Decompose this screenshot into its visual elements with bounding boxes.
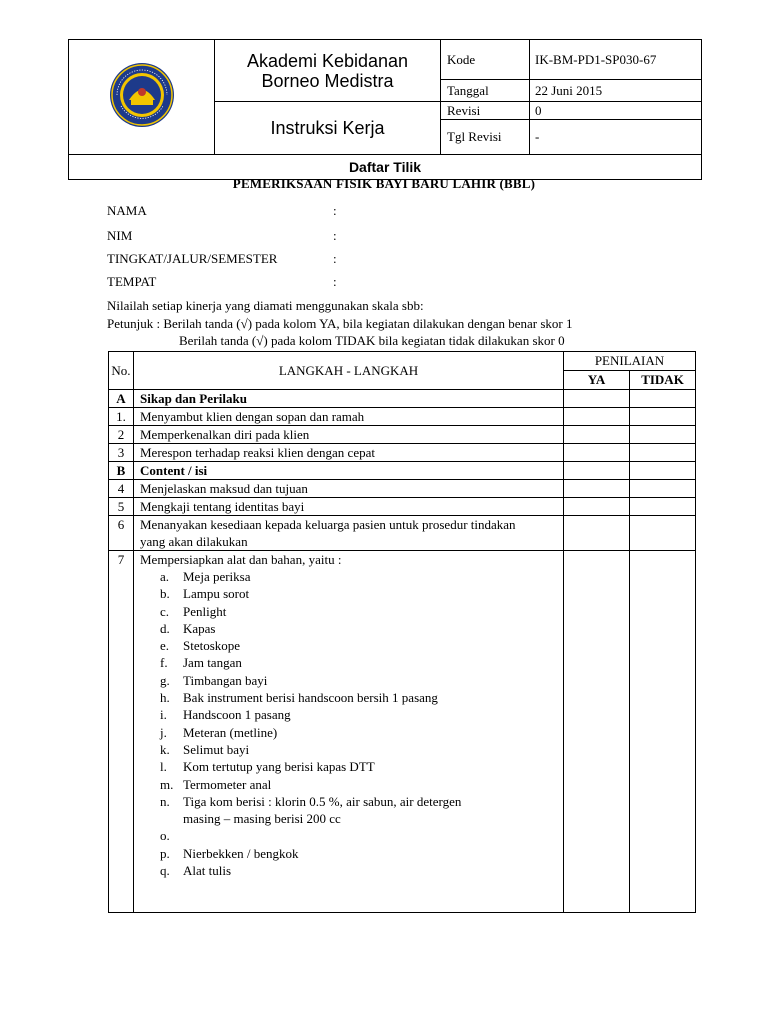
item-text: Alat tulis: [183, 863, 232, 879]
ya-cell[interactable]: [564, 551, 630, 913]
table-row: [109, 516, 696, 551]
list-item: [140, 585, 557, 602]
list-item: [140, 603, 557, 620]
row-text: Content / isi: [134, 462, 564, 480]
revisi-label: Revisi: [441, 102, 530, 120]
table-row: [109, 480, 696, 498]
row-text: Merespon terhadap reaksi klien dengan cepat: [134, 444, 564, 462]
col-penilaian-header: PENILAIAN: [564, 352, 696, 371]
list-item: [140, 620, 557, 637]
row-no: 2: [109, 426, 134, 444]
kode-value: IK-BM-PD1-SP030-67: [530, 40, 702, 80]
item-letter: b.: [160, 586, 170, 602]
row-text: Menyambut klien dengan sopan dan ramah: [134, 408, 564, 426]
identity-label: NIM: [107, 228, 133, 243]
row-no: 1.: [109, 408, 134, 426]
row-no: 5: [109, 498, 134, 516]
tidak-cell[interactable]: [630, 480, 696, 498]
logo-cell: [69, 40, 215, 155]
identity-nim: [107, 228, 337, 244]
identity-colon: :: [333, 203, 337, 218]
instruction-line-3: Berilah tanda (√) pada kolom TIDAK bila kegiatan tidak dilakukan skor 0: [179, 333, 565, 348]
table-row: [109, 444, 696, 462]
list-item: [140, 724, 557, 741]
tgl-revisi-value: -: [530, 120, 702, 155]
item-letter: m.: [160, 776, 174, 792]
tidak-cell[interactable]: [630, 551, 696, 913]
tidak-cell[interactable]: [630, 444, 696, 462]
row-text-with-items: [134, 551, 564, 913]
tanggal-label: Tanggal: [441, 80, 530, 102]
item-letter: o.: [160, 828, 170, 844]
form-title: PEMERIKSAAN FISIK BAYI BARU LAHIR (BBL): [232, 176, 536, 191]
ya-cell[interactable]: [564, 480, 630, 498]
col-langkah-header: LANGKAH - LANGKAH: [134, 352, 564, 390]
item-text: Termometer anal: [183, 776, 272, 792]
revisi-value: 0: [530, 102, 702, 120]
ya-cell[interactable]: [564, 408, 630, 426]
identity-tingkat: [107, 251, 337, 267]
tidak-cell[interactable]: [630, 390, 696, 408]
institution-line-2: Borneo Medistra: [261, 70, 394, 91]
table-row: [109, 408, 696, 426]
row-no: B: [109, 462, 134, 480]
item-letter: q.: [160, 863, 170, 879]
list-item: [140, 810, 557, 827]
tidak-cell[interactable]: [630, 408, 696, 426]
checklist-table: [108, 351, 696, 913]
row-text: Menjelaskan maksud dan tujuan: [134, 480, 564, 498]
list-item: [140, 862, 557, 879]
tidak-cell[interactable]: [630, 426, 696, 444]
identity-colon: :: [333, 251, 337, 266]
kode-label: Kode: [441, 40, 530, 80]
row-no: A: [109, 390, 134, 408]
item-text: Stetoskope: [183, 638, 241, 654]
row-no: 4: [109, 480, 134, 498]
item-text: Penlight: [183, 603, 227, 619]
list-item: [140, 637, 557, 654]
item-text: Selimut bayi: [183, 741, 250, 757]
identity-nama: [107, 203, 337, 219]
identity-colon: :: [333, 274, 337, 289]
institution-name: [215, 40, 441, 102]
row-no: 3: [109, 444, 134, 462]
item-text: Kom tertutup yang berisi kapas DTT: [183, 759, 375, 775]
row-text: Memperkenalkan diri pada klien: [134, 426, 564, 444]
item-letter: j.: [160, 724, 167, 740]
list-item: [140, 672, 557, 689]
item-letter: c.: [160, 603, 170, 619]
table-row: [109, 426, 696, 444]
instruction-line-1: Nilailah setiap kinerja yang diamati menggunakan skala sbb:: [107, 298, 424, 313]
tidak-cell[interactable]: [630, 516, 696, 551]
document-header: [68, 39, 702, 180]
item-letter: f.: [160, 655, 168, 671]
item-letter: k.: [160, 741, 170, 757]
instruction-line-2: Petunjuk : Berilah tanda (√) pada kolom YA, bila kegiatan dilakukan dengan benar skor 1: [107, 316, 573, 331]
list-item: [140, 568, 557, 585]
row-no: 7: [109, 551, 134, 913]
item-text: Timbangan bayi: [183, 672, 268, 688]
col-ya-header: YA: [564, 371, 630, 390]
item-text: Nierbekken / bengkok: [183, 845, 299, 861]
list-item: [140, 689, 557, 706]
table-row: [109, 551, 696, 913]
identity-tempat: [107, 274, 337, 290]
identity-colon: :: [333, 228, 337, 243]
identity-label: TINGKAT/JALUR/SEMESTER: [107, 251, 278, 266]
list-item: [140, 654, 557, 671]
item-text: Kapas: [183, 620, 216, 636]
list-item: [140, 793, 557, 810]
ya-cell[interactable]: [564, 462, 630, 480]
item-letter: a.: [160, 569, 170, 584]
list-item: [140, 741, 557, 758]
identity-label: NAMA: [107, 203, 147, 218]
item-letter: h.: [160, 690, 170, 706]
item-letter: g.: [160, 672, 170, 688]
institution-line-1: Akademi Kebidanan: [246, 50, 409, 71]
ya-cell[interactable]: [564, 444, 630, 462]
item-letter: l.: [160, 759, 167, 775]
item-letter: n.: [160, 793, 170, 809]
identity-label: TEMPAT: [107, 274, 157, 289]
col-tidak-header: TIDAK: [630, 371, 696, 390]
seal-logo-icon: [109, 62, 175, 128]
list-item: [140, 827, 557, 844]
tanggal-value: 22 Juni 2015: [530, 80, 702, 102]
list-item: [140, 758, 557, 775]
item-letter: e.: [160, 638, 170, 654]
item-letter: i.: [160, 707, 167, 723]
item-text: Bak instrument berisi handscoon bersih 1 pasang: [183, 690, 438, 706]
item-text: Lampu sorot: [183, 586, 250, 602]
equipment-list: [140, 568, 557, 879]
list-item: [140, 776, 557, 793]
list-item: [140, 845, 557, 862]
table-row: [109, 462, 696, 480]
item-text: Meja periksa: [183, 569, 251, 584]
row-text: Menanyakan kesediaan kepada keluarga pasien untuk prosedur tindakan yang akan dilakukan: [134, 516, 564, 551]
row-text: Sikap dan Perilaku: [134, 390, 564, 408]
row-no: 6: [109, 516, 134, 551]
col-no-header: No.: [109, 352, 134, 390]
tidak-cell[interactable]: [630, 462, 696, 480]
row-text: Mengkaji tentang identitas bayi: [134, 498, 564, 516]
section-title: Daftar Tilik: [69, 155, 702, 180]
ya-cell[interactable]: [564, 516, 630, 551]
table-row: [109, 498, 696, 516]
item-letter: p.: [160, 845, 170, 861]
row-text: Mempersiapkan alat dan bahan, yaitu :: [140, 552, 342, 567]
ya-cell[interactable]: [564, 426, 630, 444]
doc-type: Instruksi Kerja: [215, 102, 441, 155]
item-text: Tiga kom berisi : klorin 0.5 %, air sabun, air detergen: [183, 793, 462, 809]
item-text: Handscoon 1 pasang: [183, 707, 291, 723]
ya-cell[interactable]: [564, 498, 630, 516]
table-row: [109, 390, 696, 408]
list-item: [140, 706, 557, 723]
tidak-cell[interactable]: [630, 498, 696, 516]
item-text: Jam tangan: [183, 655, 242, 671]
item-text: Meteran (metline): [183, 724, 278, 740]
item-letter: d.: [160, 620, 170, 636]
ya-cell[interactable]: [564, 390, 630, 408]
tgl-revisi-label: Tgl Revisi: [441, 120, 530, 155]
item-text: masing – masing berisi 200 cc: [183, 811, 341, 827]
